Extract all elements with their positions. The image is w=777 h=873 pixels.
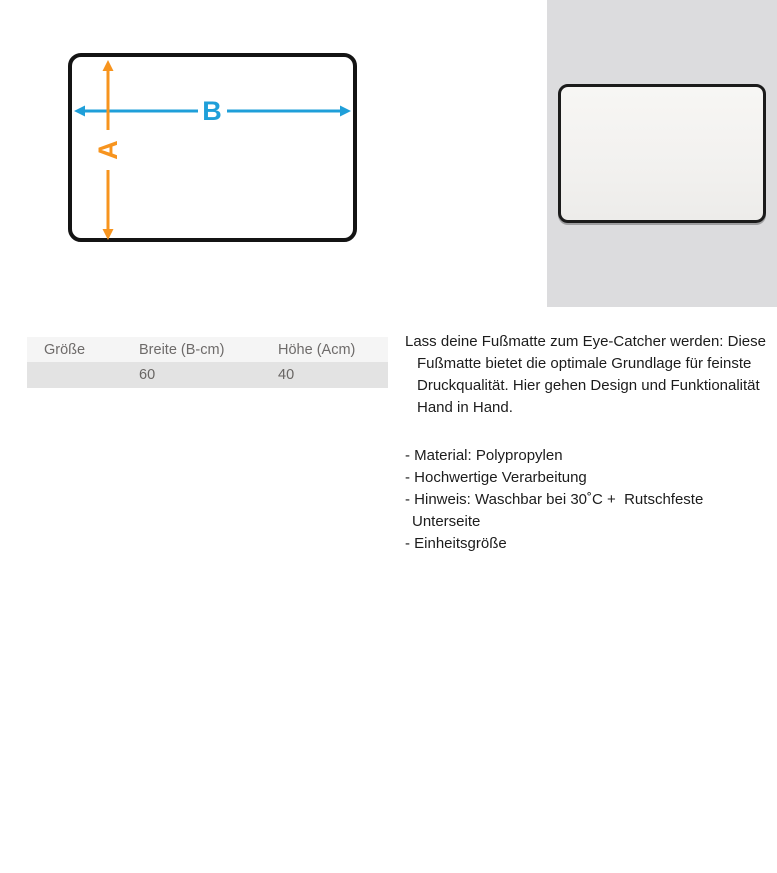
feature-item-care: - Hinweis: Waschbar bei 30˚C + Rutschfeste [405, 491, 704, 508]
description-line: Druckqualität. Hier gehen Design und Funktionalität [417, 377, 760, 394]
size-table-cell-height: 40 [278, 362, 388, 388]
width-label: B [202, 96, 222, 126]
doormat-image [558, 84, 766, 223]
dimension-diagram-graphic [68, 53, 357, 242]
description-line: Fußmatte bietet die optimale Grundlage für feinste [417, 355, 752, 372]
size-table-cell-size [27, 362, 139, 388]
feature-item-material: - Material: Polypropylen [405, 447, 563, 464]
size-table-header-size: Größe [27, 337, 139, 362]
product-photo [547, 0, 777, 307]
size-table [27, 337, 388, 388]
size-table-cell-width: 60 [139, 362, 278, 388]
feature-item-quality: - Hochwertige Verarbeitung [405, 469, 587, 486]
height-label: A [93, 140, 123, 160]
product-description [405, 331, 777, 555]
description-paragraph [405, 331, 777, 419]
feature-list [405, 445, 777, 555]
size-table-header-height: Höhe (Acm) [278, 337, 388, 362]
description-line: Hand in Hand. [417, 399, 513, 416]
dimension-diagram [68, 53, 357, 242]
size-table-header-width: Breite (B-cm) [139, 337, 278, 362]
description-line: Lass deine Fußmatte zum Eye-Catcher werden: Diese [405, 333, 766, 350]
feature-item-care-continuation: Unterseite [412, 513, 481, 530]
feature-item-one-size: - Einheitsgröße [405, 535, 507, 552]
